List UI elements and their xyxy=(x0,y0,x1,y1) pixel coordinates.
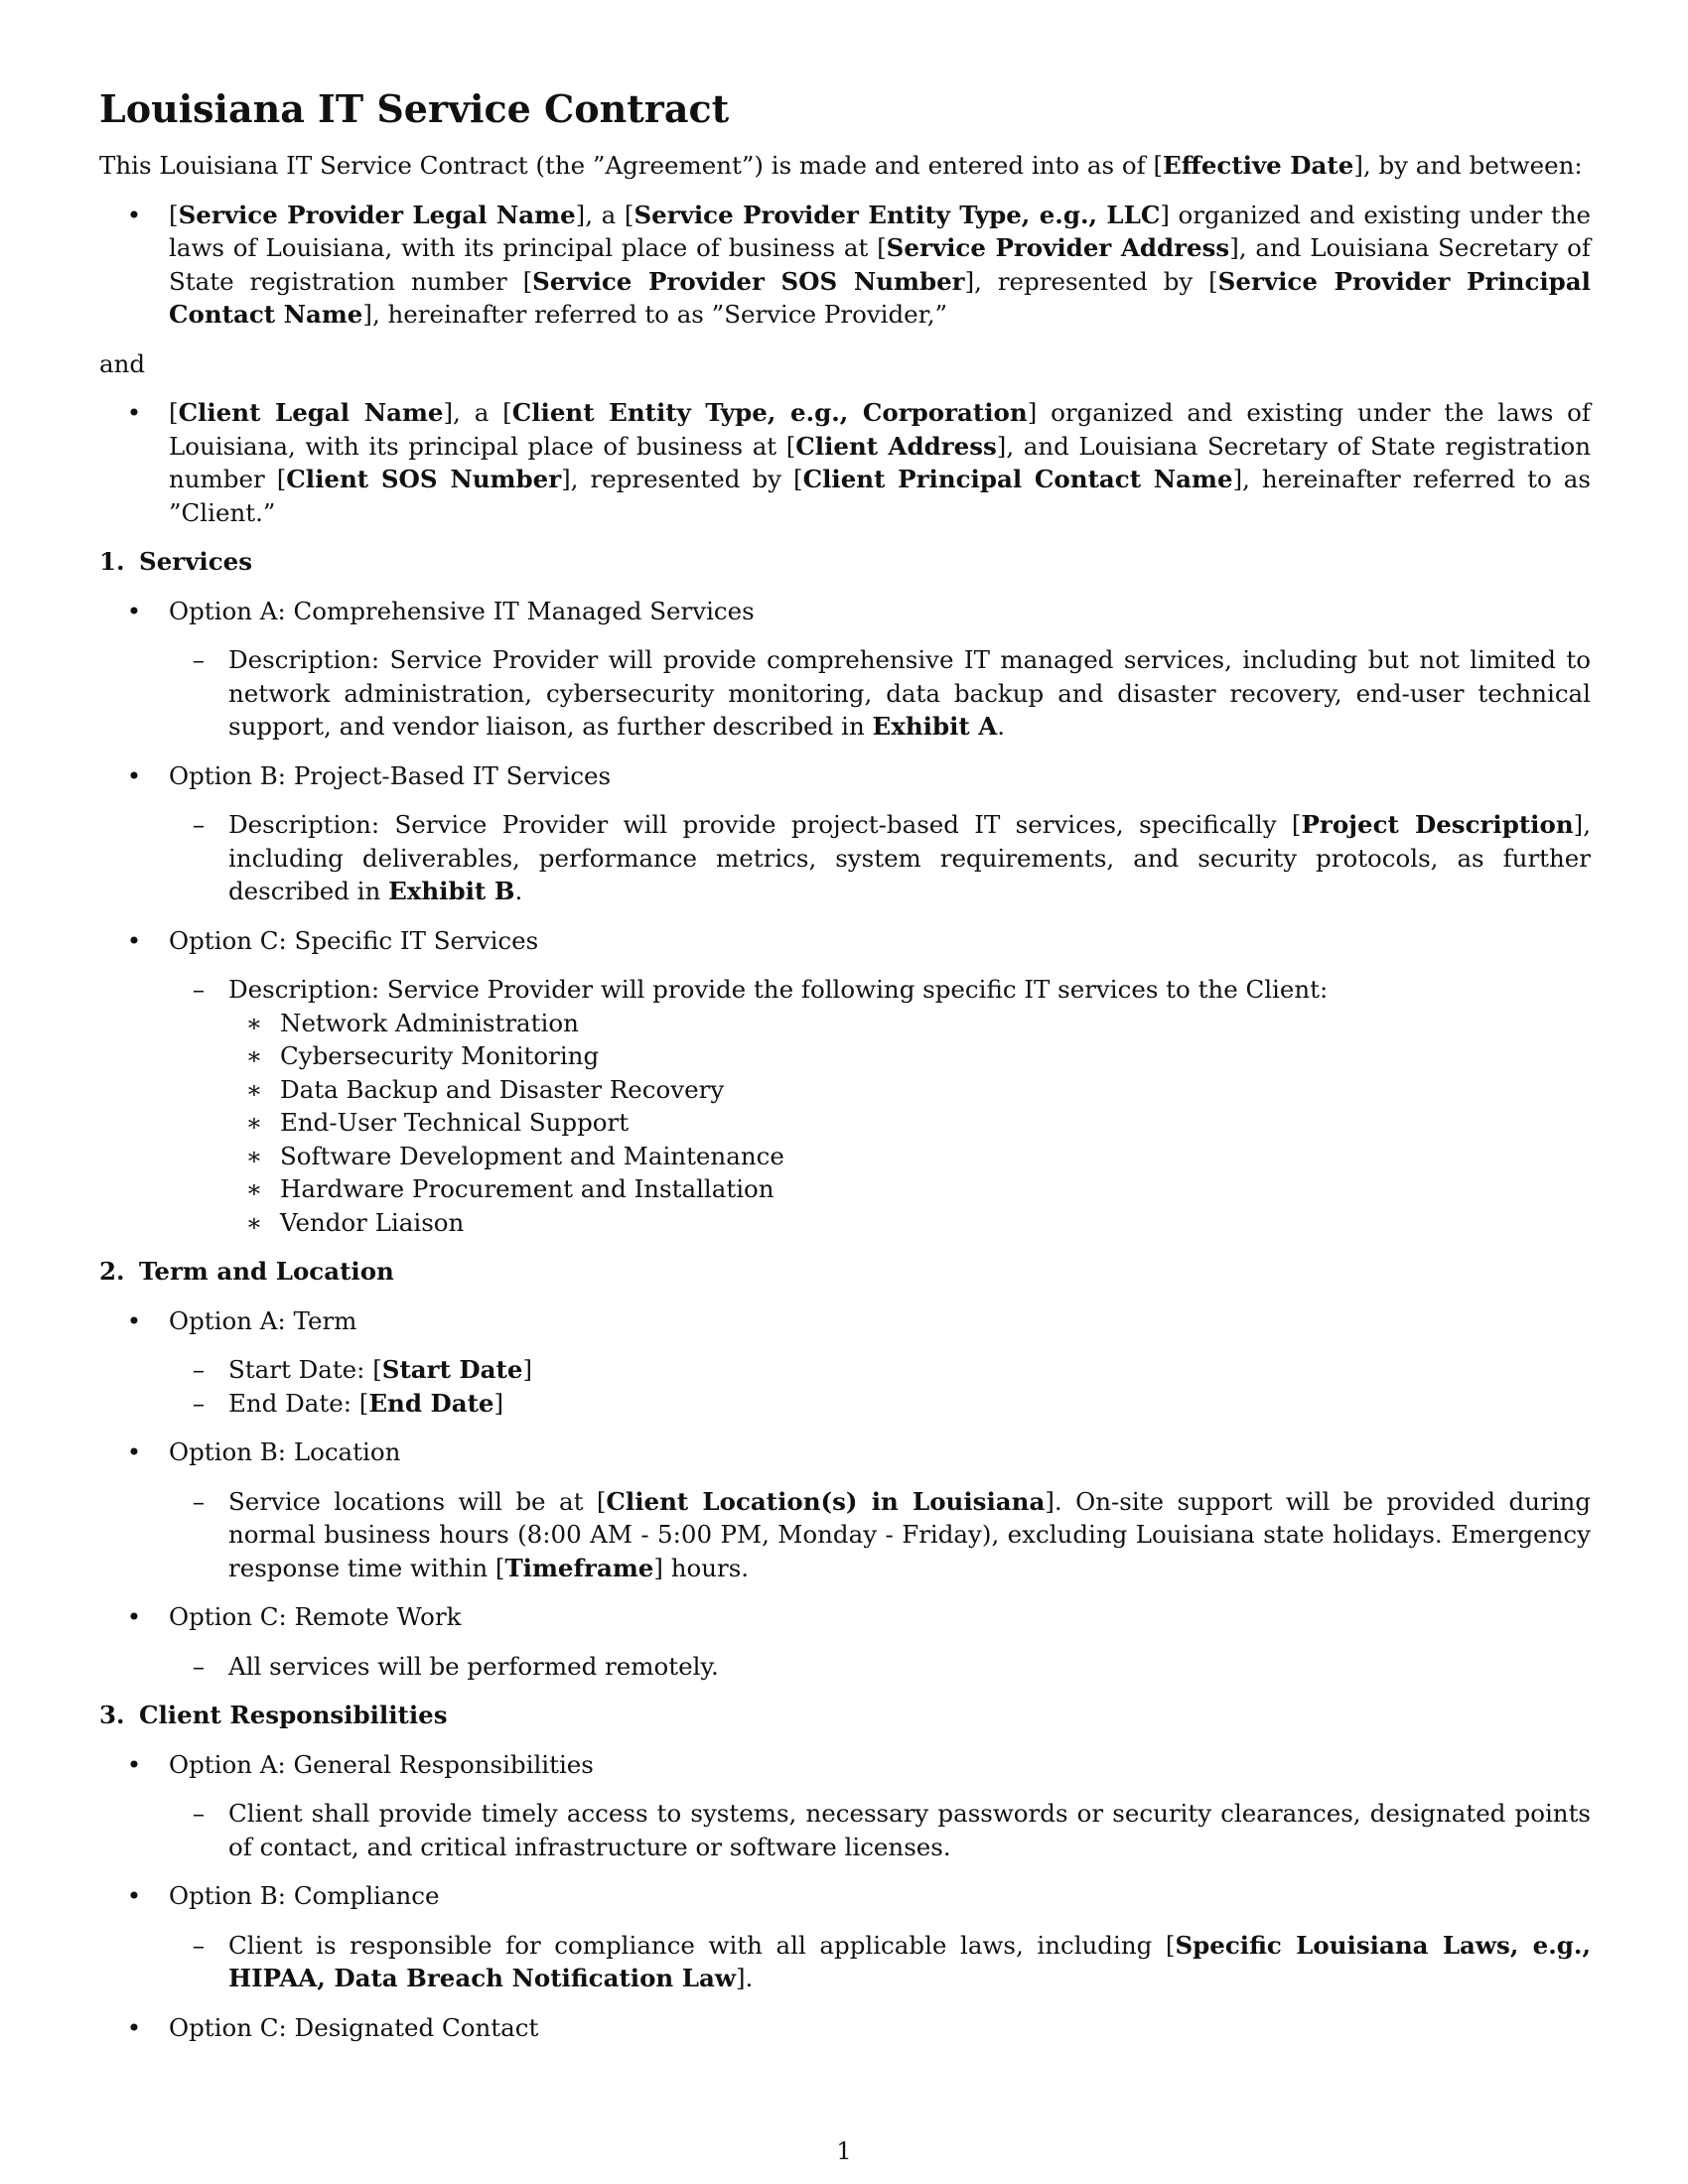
option-item: • Option C: Designated Contact xyxy=(126,2012,539,2042)
option-description: – Client shall provide timely access to systems, necessary passwords or security clearances, designated points of contact, and critical infrastructure or software licenses. xyxy=(192,1799,1591,1861)
option-item: • Option C: Specific IT Services xyxy=(126,925,539,955)
service-provider-text: [Service Provider Legal Name], a [Service Provider Entity Type, e.g., LLC] organized and existing under the laws of Louisiana, with its principal place of business at [Service Provider Address], and Louisiana Secretary of State registration number [Service Provider SOS Number], represented by [Service Provider Principal Contact Name], hereinafter referred to as ”Service Provider,” xyxy=(169,200,1592,329)
list-item: ∗ Vendor Liaison xyxy=(245,1207,465,1237)
list-item: ∗ Hardware Procurement and Installation xyxy=(245,1174,774,1203)
option-description: – Description: Service Provider will provide comprehensive IT managed services, including but not limited to network administration, cybersecurity monitoring, data backup and disaster recovery, end-user technical support, and vendor liaison, as further described in Exhibit A. xyxy=(192,645,1591,741)
list-item: ∗ Network Administration xyxy=(245,1008,579,1037)
list-item: ∗ End-User Technical Support xyxy=(245,1108,630,1137)
option-item: • Option B: Location xyxy=(126,1437,401,1466)
and-connector: and xyxy=(99,348,146,378)
party-service-provider xyxy=(99,199,1591,332)
option-item: • Option B: Compliance xyxy=(126,1881,440,1910)
option-item: • Option A: General Responsibilities xyxy=(126,1749,594,1779)
party-client xyxy=(99,396,1591,529)
document-body xyxy=(99,85,1591,2060)
section-heading-client-responsibilities: 3. Client Responsibilities xyxy=(99,1701,448,1729)
option-description: – Service locations will be at [Client Location(s) in Louisiana]. On-site support will be provided during normal business hours (8:00 AM - 5:00 PM, Monday - Friday), excluding Louisiana state holidays. Emergency response time within [Timeframe] hours. xyxy=(192,1486,1591,1582)
option-description: – Description: Service Provider will provide the following specific IT services to the Client: ∗ Network Administration ∗ Cybersecurity Monitoring ∗ Data Backup and Disaster Recovery ∗ End-User Technical Support ∗ Software Development and Maintenance ∗ Hardware Procurement and Installation ∗ Vendor Liaison xyxy=(169,973,1591,1239)
client-text: [Client Legal Name], a [Client Entity Type, e.g., Corporation] organized and existing under the laws of Louisiana, with its principal place of business at [Client Address], and Louisiana Secretary of State registration number [Client SOS Number], represented by [Client Principal Contact Name], hereinafter referred to as ”Client.” xyxy=(169,398,1591,527)
list-item: ∗ Cybersecurity Monitoring xyxy=(245,1041,600,1070)
option-item: • Option C: Remote Work xyxy=(126,1602,462,1631)
intro-paragraph: This Louisiana IT Service Contract (the ”Agreement”) is made and entered into as of [Effective Date], by and between: xyxy=(99,151,1583,180)
bullet: • xyxy=(126,398,142,427)
option-description: – Start Date: [Start Date] – End Date: [End Date] xyxy=(192,1355,533,1418)
bullet: • xyxy=(126,200,142,229)
section-heading-services: 1. Services xyxy=(99,547,253,576)
option-description: – All services will be performed remotely. xyxy=(192,1651,719,1681)
section-heading-term-location: 2. Term and Location xyxy=(99,1257,394,1286)
option-item: • Option A: Term xyxy=(126,1305,357,1335)
page-number: 1 xyxy=(836,2137,852,2165)
option-description: – Client is responsible for compliance with all applicable laws, including [Specific Louisiana Laws, e.g., HIPAA, Data Breach Notification Law]. xyxy=(192,1930,1591,1992)
option-description: – Description: Service Provider will provide project-based IT services, specifically [Project Description], including deliverables, performance metrics, system requirements, and security protocols, as further described in Exhibit B. xyxy=(192,810,1591,905)
list-item: ∗ Software Development and Maintenance xyxy=(245,1141,784,1170)
document-title: Louisiana IT Service Contract xyxy=(99,86,730,131)
option-item: • Option B: Project-Based IT Services xyxy=(126,760,612,790)
option-item: • Option A: Comprehensive IT Managed Services xyxy=(126,596,755,625)
placeholder-effective-date: Effective Date xyxy=(1163,151,1354,180)
list-item: ∗ Data Backup and Disaster Recovery xyxy=(245,1074,725,1104)
